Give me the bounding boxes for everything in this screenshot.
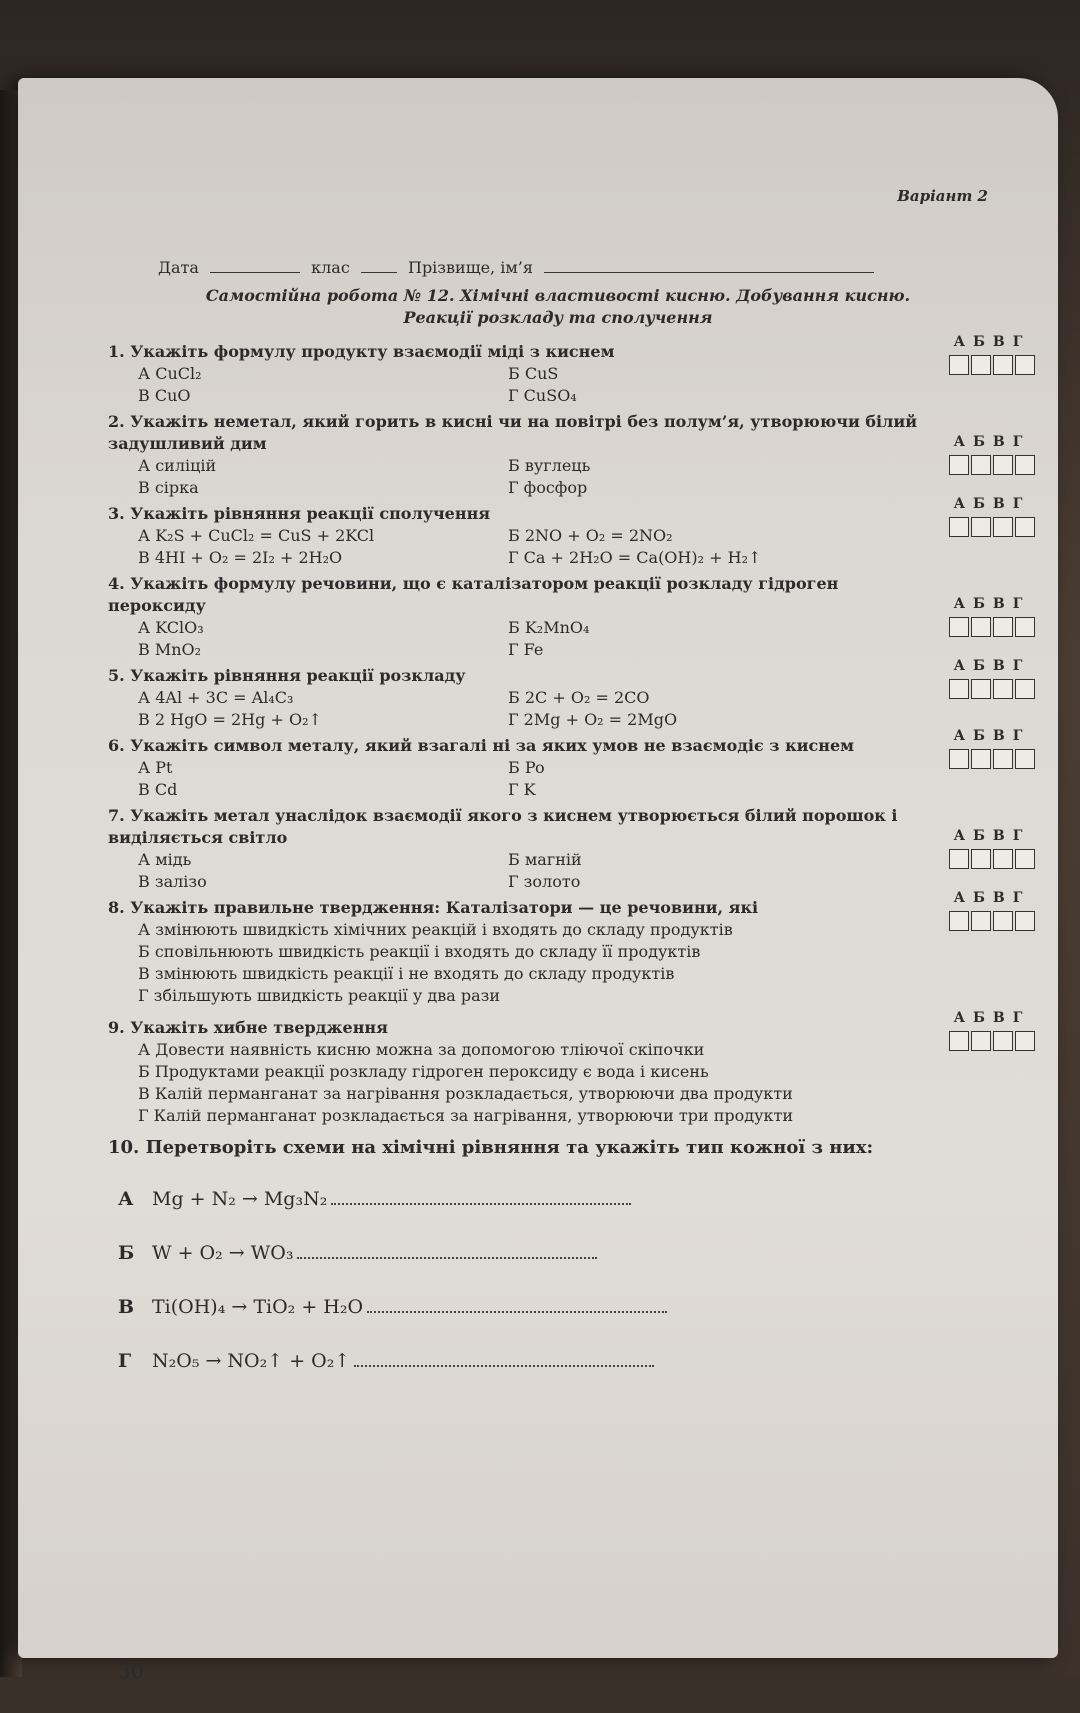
answer-grid	[946, 331, 1038, 375]
option-g: Г збільшують швидкість реакції у два рази	[138, 986, 501, 1005]
workbook-page	[18, 78, 1058, 1683]
task-2	[108, 411, 1031, 499]
question-text: 10. Перетворіть схеми на хімічні рівняння та укажіть тип кожної з них:	[108, 1137, 874, 1158]
answer-box-b[interactable]	[971, 1031, 991, 1051]
answer-line[interactable]	[331, 1185, 631, 1205]
answer-line[interactable]	[367, 1293, 667, 1313]
answer-box-g[interactable]	[1015, 849, 1035, 869]
answer-box-g[interactable]	[1015, 617, 1035, 637]
answer-box-v[interactable]	[993, 911, 1013, 931]
answer-box-b[interactable]	[971, 517, 991, 537]
options	[138, 849, 1028, 893]
option-a: А Pt	[138, 758, 173, 777]
scheme-g	[118, 1347, 1028, 1375]
question-text: 8. Укажіть правильне твердження: Каталізатори — це речовини, які	[108, 898, 759, 917]
answer-box-g[interactable]	[1015, 679, 1035, 699]
option-a: А змінюють швидкість хімічних реакцій і входять до складу продуктів	[138, 920, 733, 939]
option-b: Б Продуктами реакції розкладу гідроген пероксиду є вода і кисень	[138, 1062, 709, 1081]
name-blank[interactable]	[544, 258, 874, 273]
question-text: 9. Укажіть хибне твердження	[108, 1018, 388, 1037]
option-v: В CuO	[138, 386, 191, 405]
answer-grid	[946, 593, 1038, 637]
date-label: Дата	[158, 258, 199, 277]
answer-box-v[interactable]	[993, 517, 1013, 537]
option-b: Б CuS	[508, 364, 559, 383]
options	[138, 1039, 1028, 1127]
answer-letters: АБВГ	[953, 434, 1031, 450]
scheme-b	[118, 1239, 1028, 1267]
scheme-expression: Ti(OH)₄ → TiO₂ + H₂O	[152, 1296, 364, 1318]
task-10	[108, 1137, 1028, 1375]
answer-grid	[946, 825, 1038, 869]
answer-letters: АБВГ	[953, 728, 1031, 744]
worksheet	[78, 173, 1048, 1713]
answer-line[interactable]	[297, 1239, 597, 1259]
answer-grid	[946, 655, 1038, 699]
answer-box-b[interactable]	[971, 617, 991, 637]
option-g: Г фосфор	[508, 478, 588, 497]
option-v: В Калій перманганат за нагрівання розкладається, утворюючи два продукти	[138, 1084, 793, 1103]
question-text: 6. Укажіть символ металу, який взагалі ні за яких умов не взаємодіє з киснем	[108, 736, 855, 755]
scheme-letter: В	[118, 1296, 135, 1318]
task-8	[108, 890, 1031, 1007]
question-text: 4. Укажіть формулу речовини, що є каталізатором реакції розкладу гідроген пероксиду	[108, 574, 839, 615]
task-list	[108, 334, 1031, 1379]
answer-box-a[interactable]	[949, 455, 969, 475]
answer-box-v[interactable]	[993, 455, 1013, 475]
answer-grid	[946, 887, 1038, 931]
answer-grid	[946, 1007, 1038, 1051]
answer-box-b[interactable]	[971, 455, 991, 475]
answer-grid	[946, 493, 1038, 537]
task-5	[108, 658, 1031, 731]
option-a: А Довести наявність кисню можна за допомогою тліючої скіпочки	[138, 1040, 705, 1059]
option-v: В Cd	[138, 780, 178, 799]
option-a: А KClO₃	[138, 618, 204, 637]
option-g: Г Калій перманганат розкладається за нагрівання, утворюючи три продукти	[138, 1106, 794, 1125]
scheme-letter: Б	[118, 1242, 135, 1264]
answer-box-a[interactable]	[949, 911, 969, 931]
answer-box-b[interactable]	[971, 679, 991, 699]
question-text: 1. Укажіть формулу продукту взаємодії міді з киснем	[108, 342, 615, 361]
options	[138, 687, 1028, 731]
title-line-1: Самостійна робота № 12. Хімічні властивості кисню. Добування кисню.	[205, 286, 911, 305]
option-b: Б 2NO + O₂ = 2NO₂	[508, 526, 673, 545]
option-g: Г 2Mg + O₂ = 2MgO	[508, 710, 678, 729]
options	[138, 455, 1028, 499]
answer-box-b[interactable]	[971, 849, 991, 869]
task-4	[108, 573, 1031, 661]
question-text: 7. Укажіть метал унаслідок взаємодії якого з киснем утворюється білий порошок і виділяється світло	[108, 806, 898, 847]
worksheet-title	[198, 285, 918, 329]
answer-letters: АБВГ	[953, 1010, 1031, 1026]
answer-box-a[interactable]	[949, 679, 969, 699]
answer-box-b[interactable]	[971, 911, 991, 931]
scheme-expression: W + O₂ → WO₃	[152, 1242, 294, 1264]
answer-box-g[interactable]	[1015, 911, 1035, 931]
question-text: 3. Укажіть рівняння реакції сполучення	[108, 504, 491, 523]
options	[138, 363, 1028, 407]
scheme-a	[118, 1185, 1028, 1213]
answer-box-v[interactable]	[993, 355, 1013, 375]
task-1	[108, 334, 1031, 407]
option-b: Б 2C + O₂ = 2CO	[508, 688, 650, 707]
answer-box-b[interactable]	[971, 355, 991, 375]
option-g: Г Ca + 2H₂O = Ca(OH)₂ + H₂↑	[508, 548, 762, 567]
answer-line[interactable]	[354, 1347, 654, 1367]
answer-letters: АБВГ	[953, 890, 1031, 906]
question-text: 5. Укажіть рівняння реакції розкладу	[108, 666, 466, 685]
answer-box-g[interactable]	[1015, 455, 1035, 475]
answer-letters: АБВГ	[953, 828, 1031, 844]
option-b: Б магній	[508, 850, 582, 869]
option-v: В залізо	[138, 872, 207, 891]
variant-label: Варіант 2	[897, 187, 988, 205]
task-6	[108, 728, 1031, 801]
option-a: А мідь	[138, 850, 192, 869]
option-b: Б вуглець	[508, 456, 591, 475]
answer-box-a[interactable]	[949, 849, 969, 869]
class-blank[interactable]	[361, 258, 397, 273]
answer-box-a[interactable]	[949, 617, 969, 637]
title-line-2: Реакції розкладу та сполучення	[403, 308, 713, 327]
name-label: Прізвище, ім’я	[407, 258, 533, 277]
option-v: В змінюють швидкість реакції і не входять до складу продуктів	[138, 964, 675, 983]
answer-box-a[interactable]	[949, 517, 969, 537]
option-b: Б Po	[508, 758, 545, 777]
answer-box-v[interactable]	[993, 749, 1013, 769]
answer-box-g[interactable]	[1015, 517, 1035, 537]
option-g: Г золото	[508, 872, 581, 891]
scheme-expression: N₂O₅ → NO₂↑ + O₂↑	[152, 1350, 351, 1372]
student-info-line	[158, 258, 880, 277]
answer-letters: АБВГ	[953, 334, 1031, 350]
answer-box-a[interactable]	[949, 749, 969, 769]
date-blank[interactable]	[210, 258, 300, 273]
page-number: 30	[118, 1659, 144, 1683]
options	[138, 617, 1028, 661]
option-a: А K₂S + CuCl₂ = CuS + 2KCl	[138, 526, 375, 545]
answer-box-v[interactable]	[993, 849, 1013, 869]
option-v: В 2 HgO = 2Hg + O₂↑	[138, 710, 322, 729]
answer-box-v[interactable]	[993, 617, 1013, 637]
option-a: А силіцій	[138, 456, 217, 475]
answer-box-g[interactable]	[1015, 749, 1035, 769]
answer-grid	[946, 431, 1038, 475]
answer-box-b[interactable]	[971, 749, 991, 769]
answer-box-a[interactable]	[949, 1031, 969, 1051]
task-9	[108, 1010, 1031, 1127]
task-7	[108, 805, 1031, 893]
option-g: Г K	[508, 780, 536, 799]
options	[138, 919, 1028, 1007]
scheme-letter: А	[118, 1188, 134, 1210]
option-v: В 4HI + O₂ = 2I₂ + 2H₂O	[138, 548, 343, 567]
answer-grid	[946, 725, 1038, 769]
answer-box-g[interactable]	[1015, 1031, 1035, 1051]
answer-box-v[interactable]	[993, 1031, 1013, 1051]
answer-letters: АБВГ	[953, 496, 1031, 512]
question-text: 2. Укажіть неметал, який горить в кисні чи на повітрі без полум’я, утворюючи білий задушливий дим	[108, 412, 918, 453]
task-3	[108, 496, 1031, 569]
options	[138, 525, 1028, 569]
option-v: В MnO₂	[138, 640, 202, 659]
option-a: А CuCl₂	[138, 364, 202, 383]
scheme-letter: Г	[118, 1350, 132, 1372]
answer-box-v[interactable]	[993, 679, 1013, 699]
option-a: А 4Al + 3C = Al₄C₃	[138, 688, 294, 707]
option-g: Г Fe	[508, 640, 544, 659]
answer-letters: АБВГ	[953, 596, 1031, 612]
option-g: Г CuSO₄	[508, 386, 577, 405]
option-b: Б K₂MnO₄	[508, 618, 590, 637]
scheme-expression: Mg + N₂ → Mg₃N₂	[152, 1188, 328, 1210]
class-label: клас	[311, 258, 350, 277]
options	[138, 757, 1028, 801]
option-v: В сірка	[138, 478, 199, 497]
answer-letters: АБВГ	[953, 658, 1031, 674]
answer-box-a[interactable]	[949, 355, 969, 375]
answer-box-g[interactable]	[1015, 355, 1035, 375]
option-b: Б сповільнюють швидкість реакції і входять до складу її продуктів	[138, 942, 701, 961]
scheme-v	[118, 1293, 1028, 1321]
